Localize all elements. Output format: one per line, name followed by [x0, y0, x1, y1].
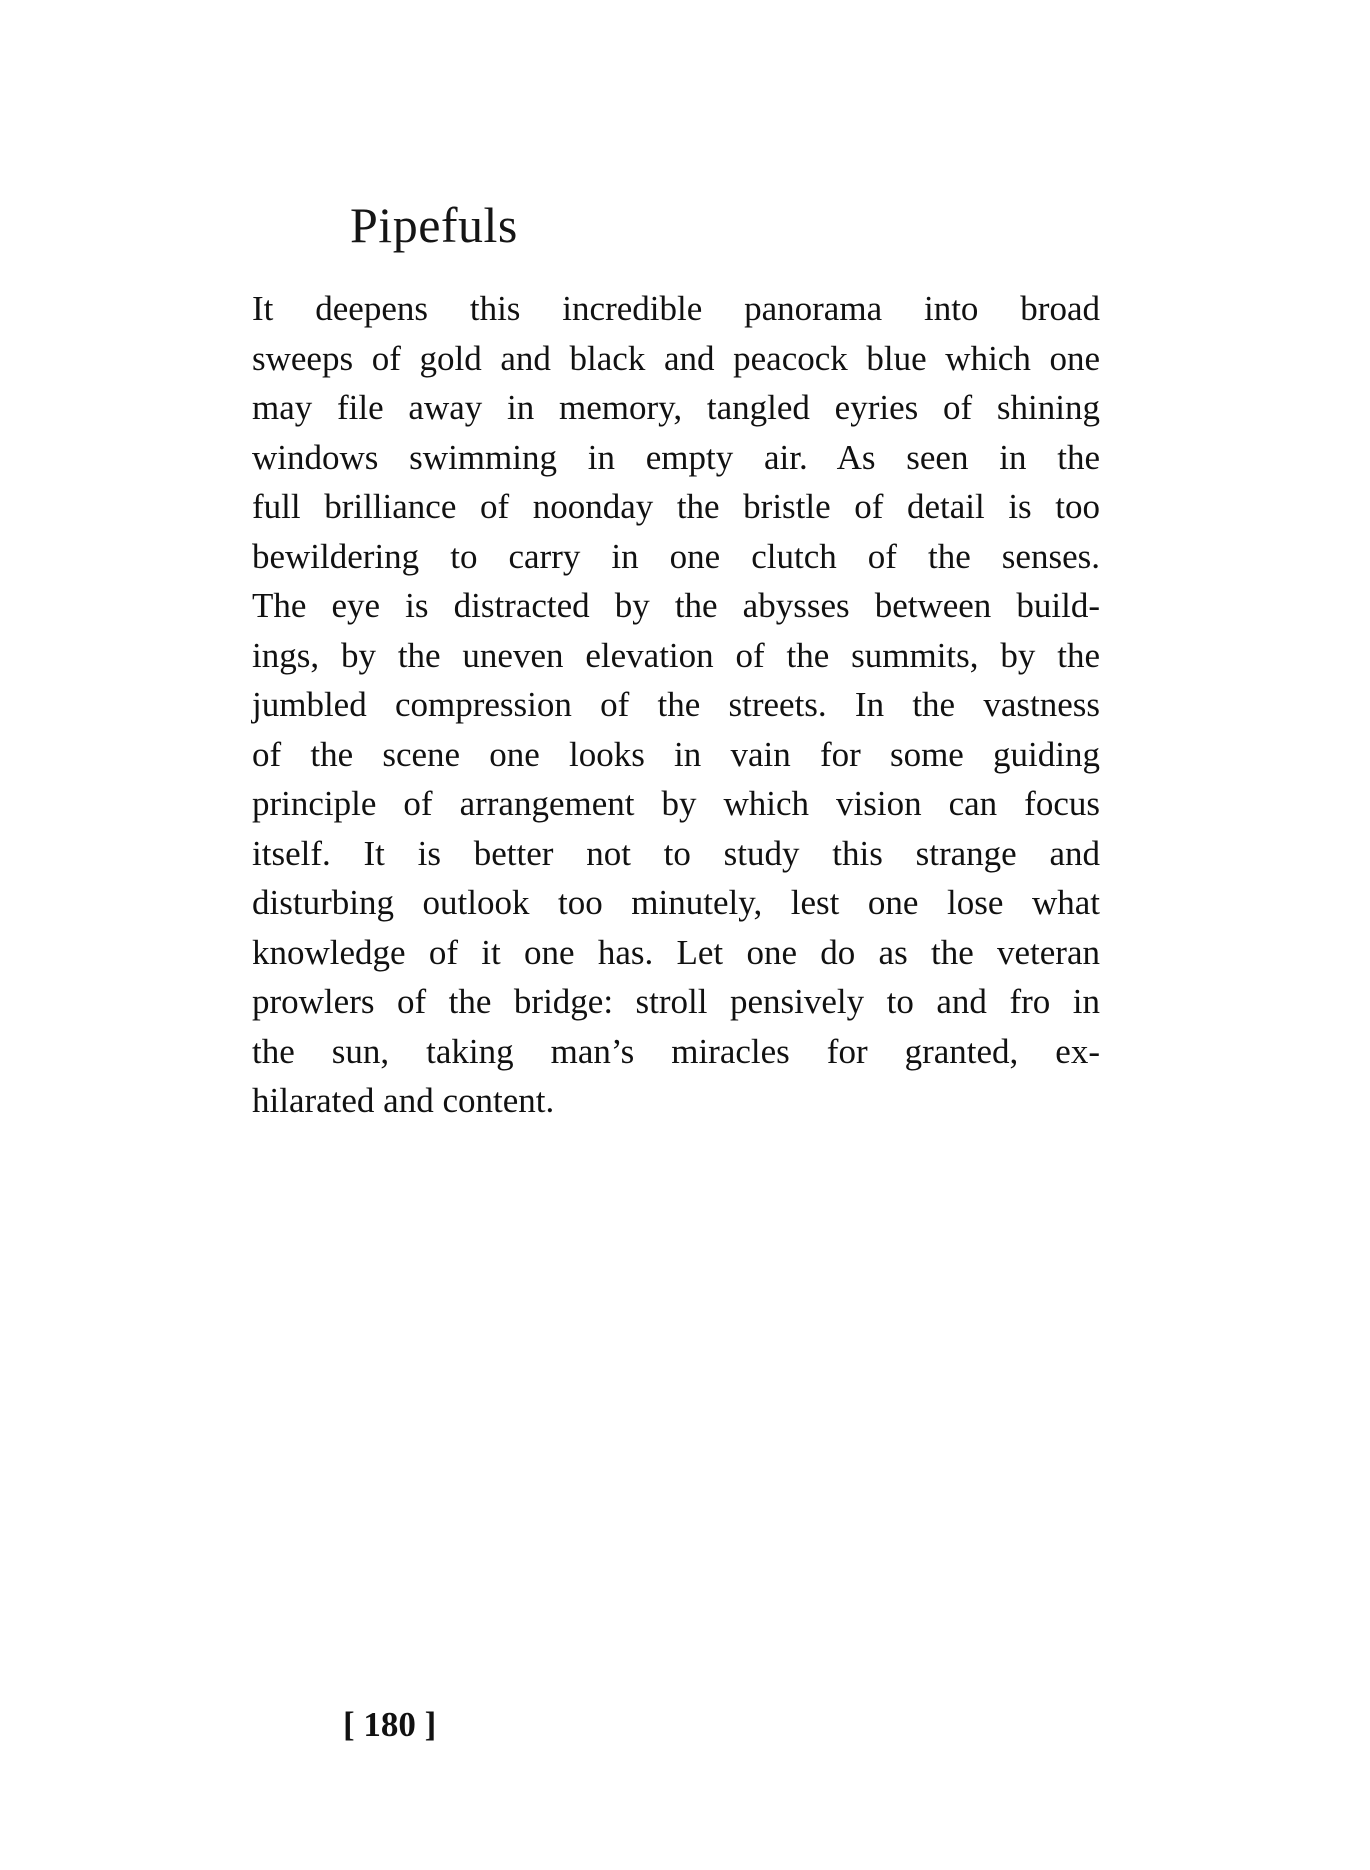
- text-line: hilarated and content.: [252, 1081, 555, 1120]
- text-line: may file away in memory, tangled eyries of shining: [252, 388, 1100, 427]
- text-line: bewildering to carry in one clutch of the senses.: [252, 536, 1100, 576]
- text-line: itself. It is better not to study this strange and: [252, 833, 1100, 873]
- text-line: the sun, taking man’s miracles for granted, ex-: [252, 1031, 1100, 1071]
- page-number: [ 180 ]: [343, 1705, 437, 1744]
- text-line: ings, by the uneven elevation of the summits, by the: [252, 635, 1100, 675]
- text-line: jumbled compression of the streets. In the vastness: [252, 685, 1100, 724]
- text-line: knowledge of it one has. Let one do as the veteran: [252, 932, 1100, 972]
- text-line: principle of arrangement by which vision can focus: [252, 784, 1100, 823]
- text-line: disturbing outlook too minutely, lest one lose what: [252, 883, 1100, 922]
- text-line: windows swimming in empty air. As seen in the: [252, 437, 1100, 477]
- text-line: of the scene one looks in vain for some guiding: [252, 734, 1100, 774]
- body-paragraph: [252, 284, 1100, 1126]
- text-line: The eye is distracted by the abysses between build-: [252, 586, 1100, 625]
- text-line: prowlers of the bridge: stroll pensively to and fro in: [252, 982, 1100, 1021]
- text-line: sweeps of gold and black and peacock blue which one: [252, 338, 1100, 378]
- text-line: full brilliance of noonday the bristle of detail is too: [252, 487, 1100, 526]
- text-line: It deepens this incredible panorama into broad: [252, 289, 1100, 328]
- running-head: Pipefuls: [350, 197, 518, 253]
